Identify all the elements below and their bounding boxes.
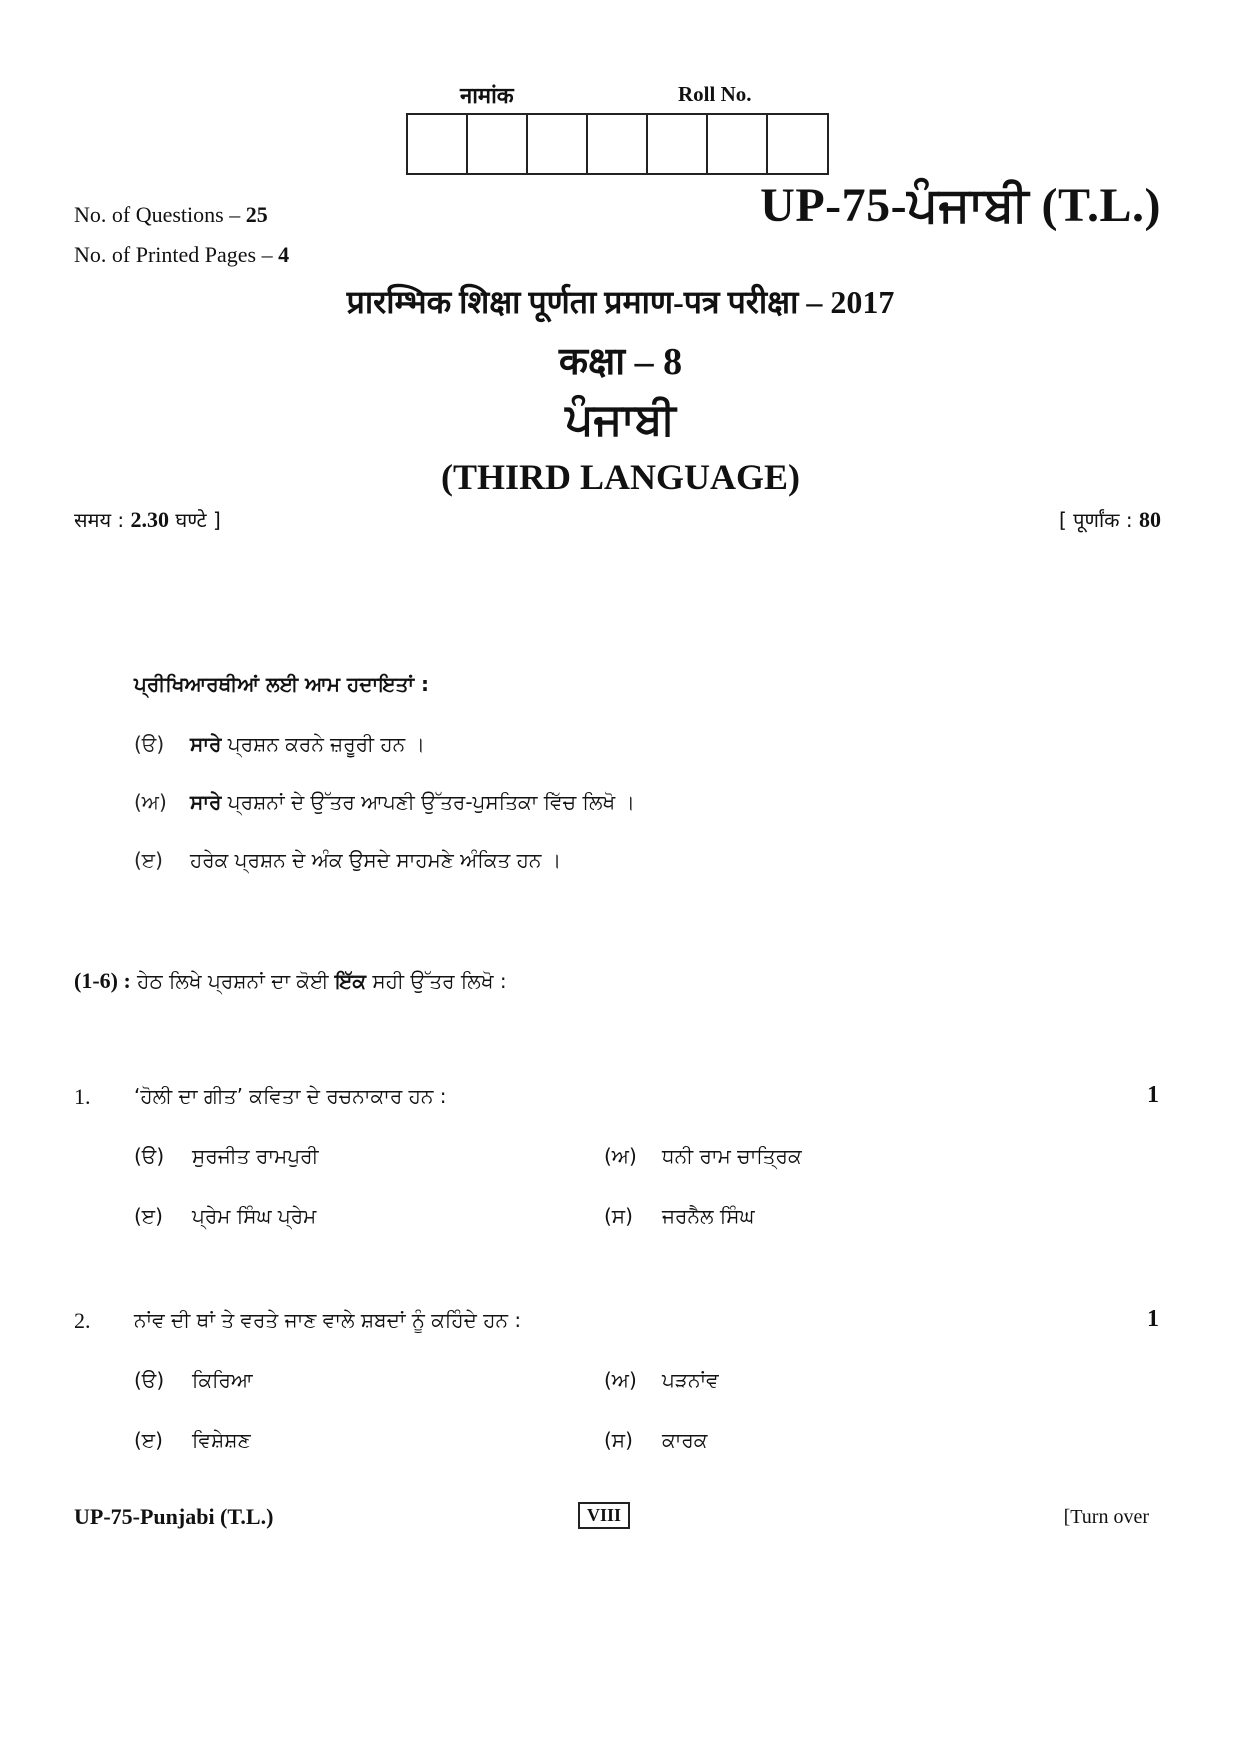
subject-title: ਪੰਜਾਬੀ [565,395,676,444]
option: (ੲ) ਵਿਸ਼ੇਸ਼ਣ [134,1428,251,1452]
item-marker: (ਅ) [134,790,167,814]
option: (ਸ) ਕਾਰਕ [604,1428,708,1452]
roll-box [708,115,768,173]
roll-box [408,115,468,173]
roll-box [768,115,827,173]
instructions-heading: ਪ੍ਰੀਖਿਆਰਥੀਆਂ ਲਈ ਆਮ ਹਦਾਇਤਾਂ : [134,672,430,696]
question-text: ਨਾਂਵ ਦੀ ਥਾਂ ਤੇ ਵਰਤੇ ਜਾਣ ਵਾਲੇ ਸ਼ਬਦਾਂ ਨੂੰ ਕਹਿੰਦੇ ਹਨ : [134,1308,522,1332]
instruction-item: (ਅ) ਸਾਰੇ ਪ੍ਰਸ਼ਨਾਂ ਦੇ ਉੱਤਰ ਆਪਣੀ ਉੱਤਰ-ਪੁਸਤਿਕਾ ਵਿੱਚ ਲਿਖੋ । [134,790,635,814]
language-title: (THIRD LANGUAGE) [440,457,800,497]
option: (ੲ) ਪ੍ਰੇਮ ਸਿੰਘ ਪ੍ਰੇਮ [134,1204,317,1228]
roll-box [528,115,588,173]
question-number: 2. [74,1308,91,1333]
section-heading: (1-6) : ਹੇਠ ਲਿਖੇ ਪ੍ਰਸ਼ਨਾਂ ਦਾ ਕੋਈ ਇੱਕ ਸਹੀ ਉੱਤਰ ਲਿਖੋ : [74,968,507,993]
option: (ਅ) ਧਨੀ ਰਾਮ ਚਾਤ੍ਰਿਕ [604,1144,802,1168]
instruction-item: (ੳ) ਸਾਰੇ ਪ੍ਰਸ਼ਨ ਕਰਨੇ ਜ਼ਰੂਰੀ ਹਨ । [134,732,426,756]
footer-paper-code: UP-75-Punjabi (T.L.) [74,1504,274,1529]
question-text: ‘ਹੋਲੀ ਦਾ ਗੀਤ’ ਕਵਿਤਾ ਦੇ ਰਚਨਾਕਾਰ ਹਨ : [134,1084,447,1108]
footer-class-box: VIII [578,1502,630,1529]
turn-over-note: [Turn over [1063,1506,1149,1528]
exam-title: प्रारम्भिक शिक्षा पूर्णता प्रमाण-पत्र परीक्षा – 2017 [346,284,895,320]
roll-number-boxes [406,113,829,175]
max-marks: [ पूर्णांक : 80 [1059,507,1161,532]
question-number: 1. [74,1084,91,1109]
question-mark: 1 [1147,1082,1159,1108]
roll-label-english: Roll No. [678,82,752,106]
option: (ੳ) ਸੁਰਜੀਤ ਰਾਮਪੁਰੀ [134,1144,319,1168]
questions-count: No. of Questions – 25 [74,202,268,227]
printed-pages-count: No. of Printed Pages – 4 [74,242,290,267]
class-title: कक्षा – 8 [558,341,683,383]
option: (ਸ) ਜਰਨੈਲ ਸਿੰਘ [604,1204,755,1228]
roll-box [588,115,648,173]
roll-label-hindi: नामांक [460,84,514,109]
question-mark: 1 [1147,1306,1159,1332]
roll-box [648,115,708,173]
option: (ੳ) ਕਿਰਿਆ [134,1368,253,1392]
paper-code: UP-75-ਪੰਜਾਬੀ (T.L.) [760,179,1161,232]
time-allowed: समय : 2.30 घण्टे ] [74,507,221,532]
instruction-item: (ੲ) ਹਰੇਕ ਪ੍ਰਸ਼ਨ ਦੇ ਅੰਕ ਉਸਦੇ ਸਾਹਮਣੇ ਅੰਕਿਤ ਹਨ । [134,848,562,872]
item-marker: (ੲ) [134,848,163,872]
option: (ਅ) ਪੜਨਾਂਵ [604,1368,719,1392]
roll-box [468,115,528,173]
item-marker: (ੳ) [134,732,165,756]
